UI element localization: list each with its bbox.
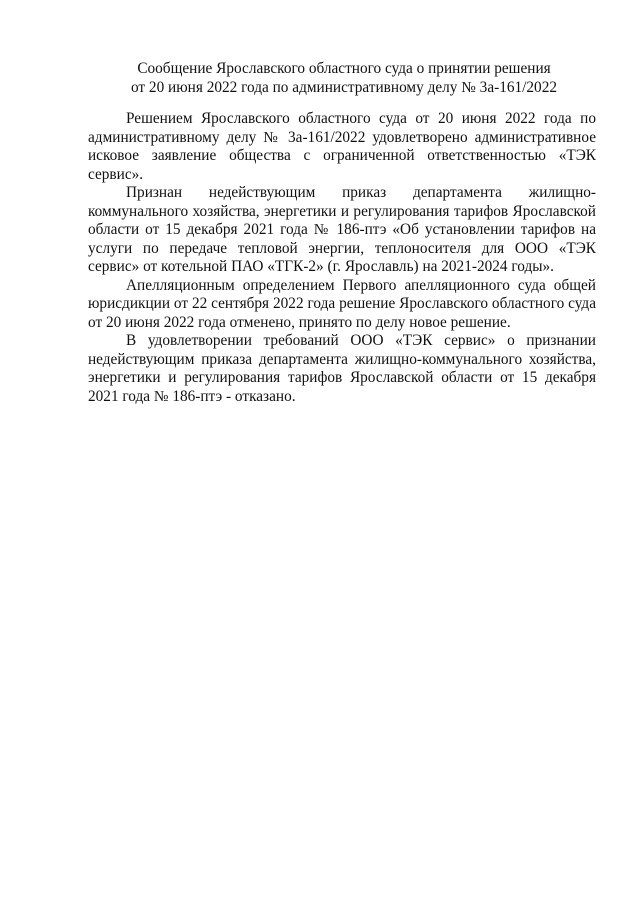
- title-line-1: Сообщение Ярославского областного суда о принятии решения: [137, 60, 551, 77]
- paragraph-appeal: Апелляционным определением Первого апелляционного суда общей юрисдикции от 22 сентября 2022 года решение Ярославского областного суда от 20 июня 2022 года отменено, принято по делу новое решение.: [88, 276, 596, 331]
- document-title: [88, 59, 600, 97]
- paragraph-order-invalid: Признан недействующим приказ департамента жилищно-коммунального хозяйства, энергетики и регулирования тарифов Ярославской области от 15 декабря 2021 года № 186-птэ «Об установлении тарифов на услуги по передаче тепловой энергии, теплоносителя для ООО «ТЭК сервис» от котельной ПАО «ТГК-2» (г. Ярославль) на 2021-2024 годы».: [88, 184, 596, 275]
- paragraph-decision: Решением Ярославского областного суда от 20 июня 2022 года по административному делу № 3а-161/2022 удовлетворено административное исковое заявление общества с ограниченной ответственностью «ТЭК сервис».: [88, 110, 596, 183]
- paragraph-refusal: В удовлетворении требований ООО «ТЭК сервис» о признании недействующим приказа департамента жилищно-коммунального хозяйства, энергетики и регулирования тарифов Ярославской области от 15 декабря 2021 года № 186-птэ - отказано.: [88, 332, 596, 405]
- document-body: [88, 110, 596, 406]
- title-line-2: от 20 июня 2022 года по административному делу № 3а-161/2022: [130, 79, 558, 96]
